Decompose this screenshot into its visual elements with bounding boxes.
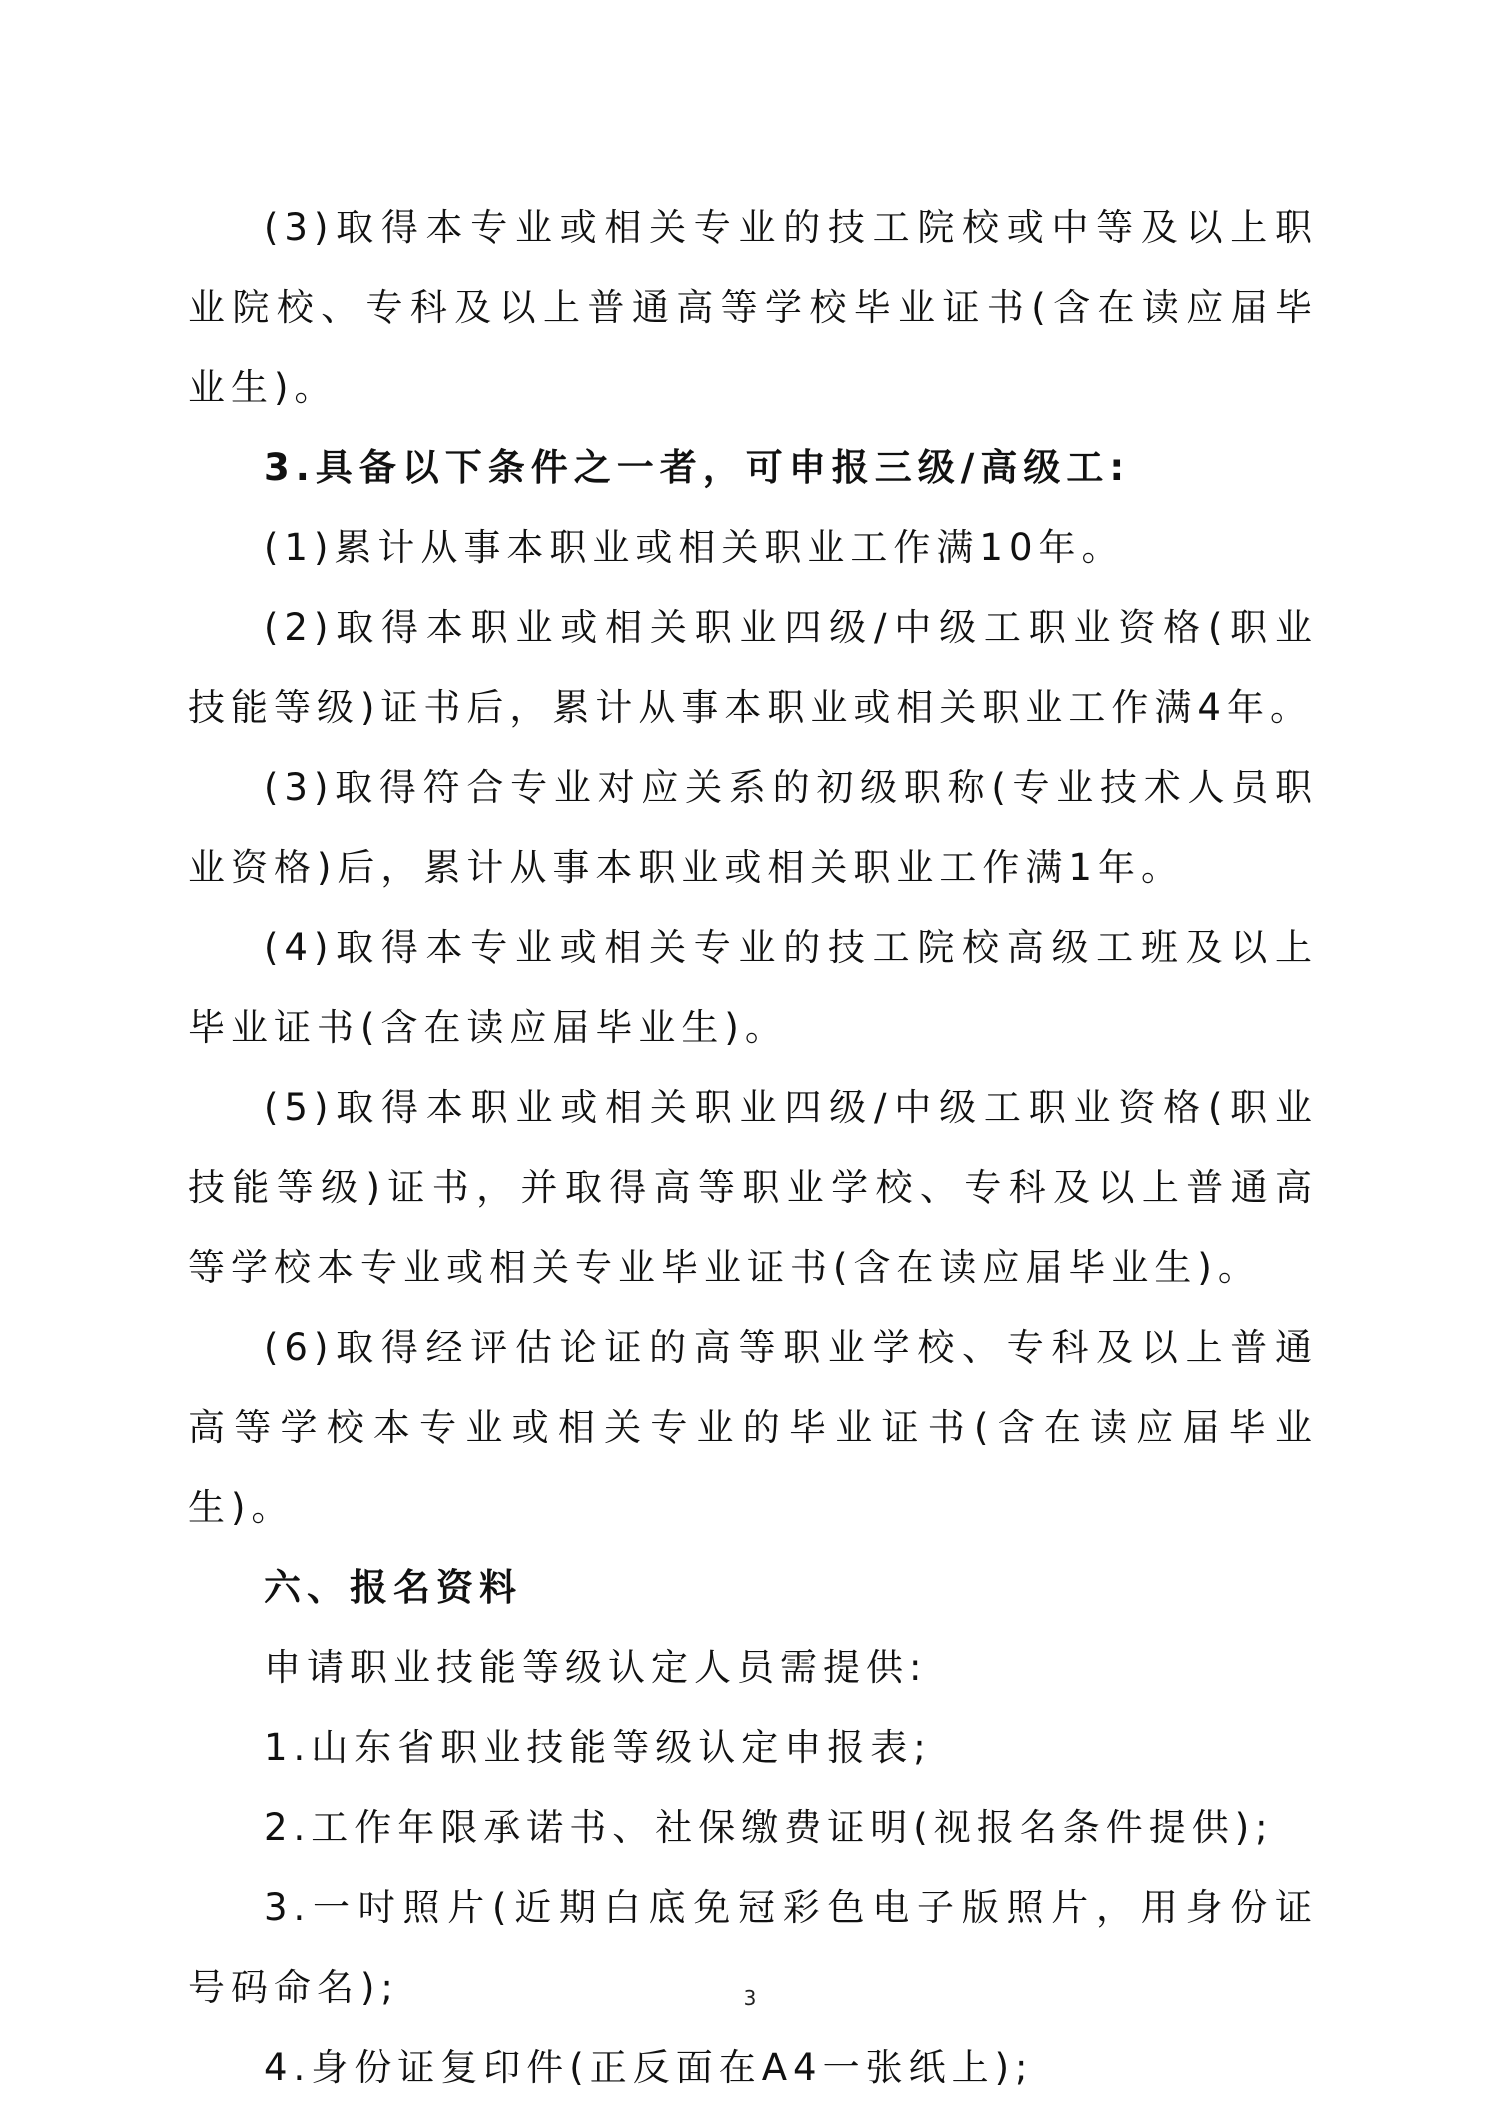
paragraph-condition-2-3: (3)取得本专业或相关专业的技工院校或中等及以上职业院校、专科及以上普通高等学校毕业证书(含在读应届毕业生)。 <box>188 206 1318 409</box>
paragraph-condition-3-3: (3)取得符合专业对应关系的初级职称(专业技术人员职业资格)后，累计从事本职业或相关职业工作满1年。 <box>188 766 1318 889</box>
list-item-material-2: 2.工作年限承诺书、社保缴费证明(视报名条件提供); <box>264 1806 1274 1849</box>
page-number: 3 <box>743 1986 757 2010</box>
paragraph-condition-3-6: (6)取得经评估论证的高等职业学校、专科及以上普通高等学校本专业或相关专业的毕业证书(含在读应届毕业生)。 <box>188 1326 1318 1529</box>
heading-level-3-conditions: 3.具备以下条件之一者，可申报三级/高级工: <box>264 446 1131 489</box>
list-item-material-1: 1.山东省职业技能等级认定申报表; <box>264 1726 932 1769</box>
list-item-material-4: 4.身份证复印件(正反面在A4一张纸上); <box>264 2046 1034 2089</box>
paragraph-condition-3-2: (2)取得本职业或相关职业四级/中级工职业资格(职业技能等级)证书后，累计从事本职业或相关职业工作满4年。 <box>188 606 1318 729</box>
paragraph-condition-3-1: (1)累计从事本职业或相关职业工作满10年。 <box>264 526 1125 569</box>
paragraph-condition-3-5: (5)取得本职业或相关职业四级/中级工职业资格(职业技能等级)证书，并取得高等职业学校、专科及以上普通高等学校本专业或相关专业毕业证书(含在读应届毕业生)。 <box>188 1086 1318 1289</box>
document-body <box>188 188 1318 2108</box>
paragraph-materials-intro: 申请职业技能等级认定人员需提供: <box>264 1646 928 1689</box>
list-item-material-3: 3.一吋照片(近期白底免冠彩色电子版照片，用身份证号码命名); <box>188 1886 1318 2009</box>
paragraph-condition-3-4: (4)取得本专业或相关专业的技工院校高级工班及以上毕业证书(含在读应届毕业生)。 <box>188 926 1318 1049</box>
heading-registration-materials: 六、报名资料 <box>264 1566 522 1609</box>
